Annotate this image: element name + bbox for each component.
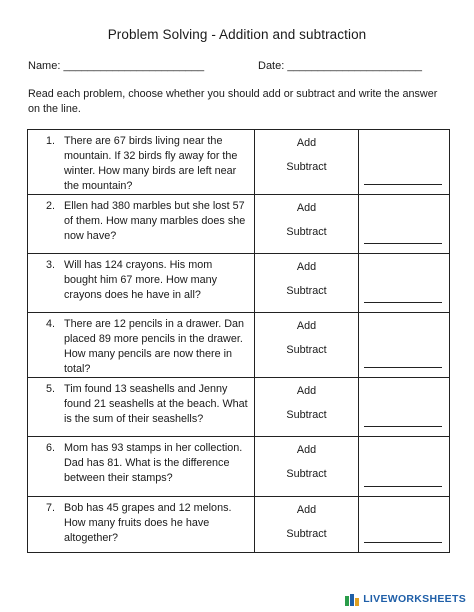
add-option[interactable]: Add xyxy=(296,202,317,214)
answer-cell[interactable] xyxy=(359,497,450,553)
question-text: Will has 124 crayons. His mom bought him 67 more. How many crayons does he have in all? xyxy=(64,259,218,301)
operation-options xyxy=(255,437,359,497)
date-field[interactable]: Date: ______________________ xyxy=(258,60,422,72)
problem-row xyxy=(28,378,450,437)
answer-line[interactable] xyxy=(364,486,442,487)
answer-cell[interactable] xyxy=(359,437,450,497)
operation-options xyxy=(255,497,359,553)
subtract-option[interactable]: Subtract xyxy=(286,528,327,540)
problem-row xyxy=(28,313,450,378)
answer-cell[interactable] xyxy=(359,195,450,254)
subtract-option[interactable]: Subtract xyxy=(286,468,327,480)
liveworksheets-footer xyxy=(345,592,466,606)
answer-line[interactable] xyxy=(364,542,442,543)
question-cell xyxy=(28,254,255,313)
problem-row xyxy=(28,130,450,195)
answer-line[interactable] xyxy=(364,302,442,303)
answer-cell[interactable] xyxy=(359,130,450,195)
question-text: Mom has 93 stamps in her collection. Dad has 81. What is the difference between their stamps? xyxy=(64,442,243,484)
subtract-option[interactable]: Subtract xyxy=(286,161,327,173)
question-cell xyxy=(28,378,255,437)
answer-line[interactable] xyxy=(364,367,442,368)
question-text: Ellen had 380 marbles but she lost 57 of them. How many marbles does she now have? xyxy=(64,200,246,242)
add-option[interactable]: Add xyxy=(296,137,317,149)
add-option[interactable]: Add xyxy=(296,261,317,273)
subtract-option[interactable]: Subtract xyxy=(286,285,327,297)
subtract-option[interactable]: Subtract xyxy=(286,344,327,356)
name-field[interactable]: Name: _______________________ xyxy=(28,60,205,72)
question-text: There are 12 pencils in a drawer. Dan placed 89 more pencils in the drawer. How many pencils are now there in total? xyxy=(64,318,245,375)
question-cell xyxy=(28,313,255,378)
add-option[interactable]: Add xyxy=(296,504,317,516)
subtract-option[interactable]: Subtract xyxy=(286,226,327,238)
problem-row xyxy=(28,195,450,254)
question-cell xyxy=(28,497,255,553)
question-text: Tim found 13 seashells and Jenny found 21 seashells at the beach. What is the sum of their seashells? xyxy=(64,383,248,425)
question-number: 4. xyxy=(46,318,56,330)
operation-options xyxy=(255,313,359,378)
question-number: 2. xyxy=(46,200,56,212)
instructions-text: Read each problem, choose whether you should add or subtract and write the answer on the line. xyxy=(28,88,438,115)
add-option[interactable]: Add xyxy=(296,444,317,456)
question-number: 5. xyxy=(46,383,56,395)
answer-cell[interactable] xyxy=(359,378,450,437)
page-title: Problem Solving - Addition and subtraction xyxy=(107,27,367,42)
answer-cell[interactable] xyxy=(359,313,450,378)
add-option[interactable]: Add xyxy=(296,320,317,332)
operation-options xyxy=(255,254,359,313)
operation-options xyxy=(255,130,359,195)
question-cell xyxy=(28,130,255,195)
liveworksheets-logo-icon xyxy=(345,593,359,605)
question-number: 3. xyxy=(46,259,56,271)
subtract-option[interactable]: Subtract xyxy=(286,409,327,421)
answer-cell[interactable] xyxy=(359,254,450,313)
liveworksheets-brand: LIVEWORKSHEETS xyxy=(363,593,466,605)
question-number: 1. xyxy=(46,135,56,147)
question-number: 6. xyxy=(46,442,56,454)
answer-line[interactable] xyxy=(364,243,442,244)
operation-options xyxy=(255,378,359,437)
problem-row xyxy=(28,437,450,497)
question-text: Bob has 45 grapes and 12 melons. How many fruits does he have altogether? xyxy=(64,502,232,544)
answer-line[interactable] xyxy=(364,426,442,427)
question-number: 7. xyxy=(46,502,56,514)
operation-options xyxy=(255,195,359,254)
problem-row xyxy=(28,497,450,553)
question-text: There are 67 birds living near the mountain. If 32 birds fly away for the winter. How many birds are left near the mountain? xyxy=(64,135,238,192)
question-cell xyxy=(28,437,255,497)
add-option[interactable]: Add xyxy=(296,385,317,397)
problems-table xyxy=(27,129,450,553)
answer-line[interactable] xyxy=(364,184,442,185)
problem-row xyxy=(28,254,450,313)
question-cell xyxy=(28,195,255,254)
